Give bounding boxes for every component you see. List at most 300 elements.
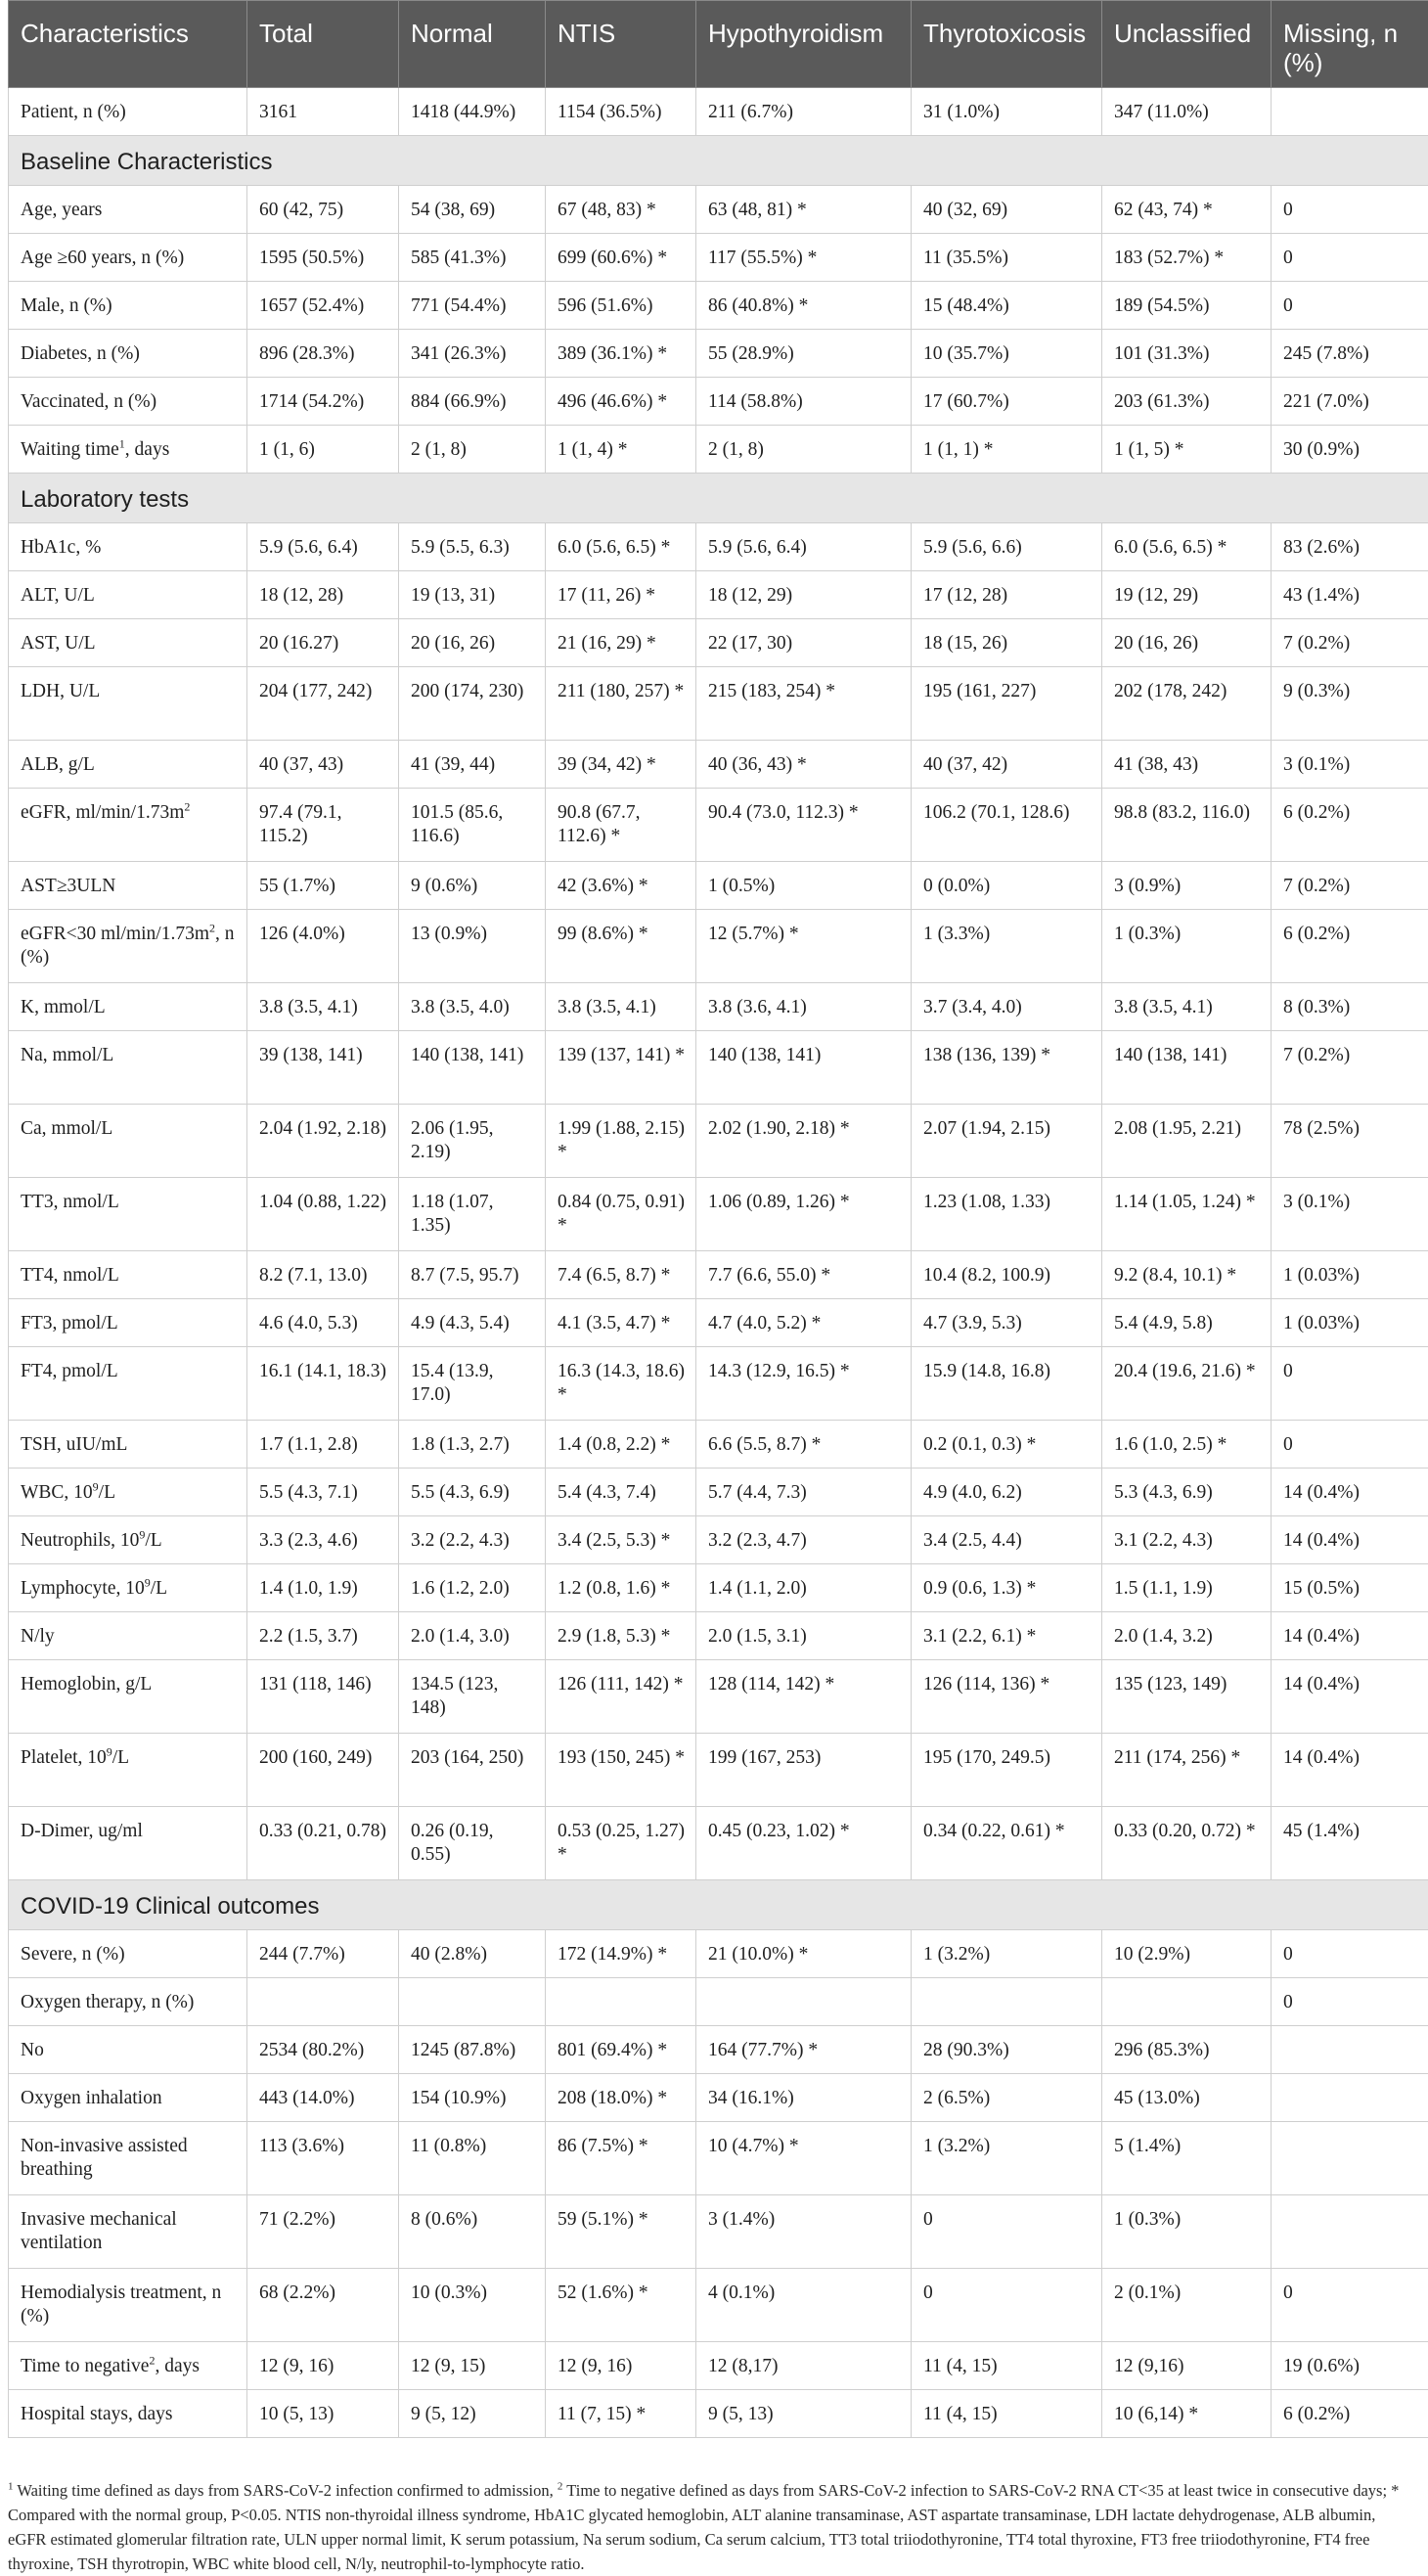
table-cell: 193 (150, 245) * [546, 1734, 696, 1807]
table-cell: 140 (138, 141) [1102, 1031, 1272, 1105]
table-row [9, 1421, 1428, 1469]
row-label: Invasive mechanical ventilation [9, 2195, 247, 2269]
row-label: Oxygen inhalation [9, 2074, 247, 2122]
row-label: Ca, mmol/L [9, 1105, 247, 1178]
table-cell: 39 (34, 42) * [546, 741, 696, 789]
table-cell: 0.26 (0.19, 0.55) [399, 1807, 546, 1880]
table-row [9, 1178, 1428, 1251]
table-row [9, 1612, 1428, 1660]
row-label: Lymphocyte, $10^9/L$ [9, 1564, 247, 1612]
table-cell: 771 (54.4%) [399, 282, 546, 330]
table-cell: 17 (11, 26) * [546, 571, 696, 619]
table-cell: 203 (164, 250) [399, 1734, 546, 1807]
column-header: Thyrotoxicosis [912, 1, 1102, 88]
table-row [9, 667, 1428, 741]
table-cell: 40 (2.8%) [399, 1930, 546, 1978]
table-cell: 106.2 (70.1, 128.6) [912, 789, 1102, 862]
table-row [9, 789, 1428, 862]
table-row [9, 426, 1428, 474]
table-cell: 896 (28.3%) [247, 330, 399, 378]
table-row [9, 619, 1428, 667]
table-cell: 5.9 (5.6, 6.6) [912, 523, 1102, 571]
table-row [9, 910, 1428, 983]
row-label: Platelet, $10^9/L$ [9, 1734, 247, 1807]
table-cell: 10 (4.7%) * [696, 2122, 912, 2195]
table-cell: 585 (41.3%) [399, 234, 546, 282]
table-cell: 9 (0.3%) [1272, 667, 1428, 741]
table-cell: 10 (5, 13) [247, 2390, 399, 2438]
table-cell: 41 (38, 43) [1102, 741, 1272, 789]
table-row [9, 88, 1428, 136]
row-label: Severe, n (%) [9, 1930, 247, 1978]
table-cell: 45 (13.0%) [1102, 2074, 1272, 2122]
table-cell: 135 (123, 149) [1102, 1660, 1272, 1734]
table-row [9, 1807, 1428, 1880]
table-cell: 7 (0.2%) [1272, 619, 1428, 667]
table-cell: 5.3 (4.3, 6.9) [1102, 1469, 1272, 1516]
table-cell: 15 (0.5%) [1272, 1564, 1428, 1612]
table-cell: 154 (10.9%) [399, 2074, 546, 2122]
table-cell: 7.7 (6.6, 55.0) * [696, 1251, 912, 1299]
table-cell: 40 (36, 43) * [696, 741, 912, 789]
row-label: Age, years [9, 186, 247, 234]
table-cell [399, 1978, 546, 2026]
section-label: Baseline Characteristics [9, 136, 1428, 186]
table-cell: 20 (16, 26) [1102, 619, 1272, 667]
table-cell: 86 (7.5%) * [546, 2122, 696, 2195]
table-cell: 215 (183, 254) * [696, 667, 912, 741]
table-cell: 195 (170, 249.5) [912, 1734, 1102, 1807]
table-cell: 78 (2.5%) [1272, 1105, 1428, 1178]
table-cell: 43 (1.4%) [1272, 571, 1428, 619]
table-cell: 189 (54.5%) [1102, 282, 1272, 330]
section-row [9, 136, 1428, 186]
table-cell: 1.04 (0.88, 1.22) [247, 1178, 399, 1251]
table-row [9, 1347, 1428, 1421]
table-cell: 3.8 (3.5, 4.1) [1102, 983, 1272, 1031]
table-cell: 1657 (52.4%) [247, 282, 399, 330]
table-row [9, 1251, 1428, 1299]
table-cell: 1245 (87.8%) [399, 2026, 546, 2074]
table-cell: 3.1 (2.2, 6.1) * [912, 1612, 1102, 1660]
table-cell: 14 (0.4%) [1272, 1516, 1428, 1564]
table-cell: 4.7 (3.9, 5.3) [912, 1299, 1102, 1347]
table-cell: 63 (48, 81) * [696, 186, 912, 234]
table-cell: 3.2 (2.2, 4.3) [399, 1516, 546, 1564]
table-cell: 6 (0.2%) [1272, 910, 1428, 983]
table-cell: 0 [1272, 1421, 1428, 1469]
table-cell: 15.9 (14.8, 16.8) [912, 1347, 1102, 1421]
table-cell: 11 (4, 15) [912, 2390, 1102, 2438]
table-cell: 7.4 (6.5, 8.7) * [546, 1251, 696, 1299]
table-row [9, 1469, 1428, 1516]
table-cell: 54 (38, 69) [399, 186, 546, 234]
table-cell: 2.02 (1.90, 2.18) * [696, 1105, 912, 1178]
table-row [9, 1978, 1428, 2026]
table-cell: 86 (40.8%) * [696, 282, 912, 330]
table-row [9, 983, 1428, 1031]
table-cell: 68 (2.2%) [247, 2269, 399, 2342]
table-row [9, 862, 1428, 910]
table-cell: 1.4 (1.1, 2.0) [696, 1564, 912, 1612]
table-cell [546, 1978, 696, 2026]
table-cell: 5 (1.4%) [1102, 2122, 1272, 2195]
table-cell: 1.2 (0.8, 1.6) * [546, 1564, 696, 1612]
row-label: ALB, g/L [9, 741, 247, 789]
table-cell: 19 (13, 31) [399, 571, 546, 619]
table-cell: 8.2 (7.1, 13.0) [247, 1251, 399, 1299]
table-cell: 2.0 (1.4, 3.0) [399, 1612, 546, 1660]
table-cell: 1 (3.2%) [912, 1930, 1102, 1978]
table-row [9, 2026, 1428, 2074]
table-cell: 3.4 (2.5, 4.4) [912, 1516, 1102, 1564]
row-label: K, mmol/L [9, 983, 247, 1031]
table-cell: 164 (77.7%) * [696, 2026, 912, 2074]
table-cell: 200 (174, 230) [399, 667, 546, 741]
table-cell: 8 (0.3%) [1272, 983, 1428, 1031]
table-cell: 2.06 (1.95, 2.19) [399, 1105, 546, 1178]
row-label: ALT, U/L [9, 571, 247, 619]
table-cell: 0.34 (0.22, 0.61) * [912, 1807, 1102, 1880]
row-label: TSH, uIU/mL [9, 1421, 247, 1469]
table-cell: 45 (1.4%) [1272, 1807, 1428, 1880]
row-label: Oxygen therapy, n (%) [9, 1978, 247, 2026]
table-cell: 6.0 (5.6, 6.5) * [546, 523, 696, 571]
table-cell: 884 (66.9%) [399, 378, 546, 426]
table-cell: 19 (12, 29) [1102, 571, 1272, 619]
section-row [9, 474, 1428, 523]
table-row [9, 1299, 1428, 1347]
table-cell: 131 (118, 146) [247, 1660, 399, 1734]
table-cell: 1714 (54.2%) [247, 378, 399, 426]
table-cell: 126 (114, 136) * [912, 1660, 1102, 1734]
table-cell: 1.23 (1.08, 1.33) [912, 1178, 1102, 1251]
table-cell: 4 (0.1%) [696, 2269, 912, 2342]
table-cell: 5.9 (5.6, 6.4) [247, 523, 399, 571]
row-label: AST, U/L [9, 619, 247, 667]
column-header: Hypothyroidism [696, 1, 912, 88]
table-cell: 5.9 (5.5, 6.3) [399, 523, 546, 571]
table-cell: 11 (35.5%) [912, 234, 1102, 282]
table-cell: 8 (0.6%) [399, 2195, 546, 2269]
table-cell: 41 (39, 44) [399, 741, 546, 789]
table-cell: 17 (12, 28) [912, 571, 1102, 619]
table-cell: 0 [912, 2195, 1102, 2269]
table-cell: 9 (5, 12) [399, 2390, 546, 2438]
table-cell: 0.84 (0.75, 0.91) * [546, 1178, 696, 1251]
table-cell: 1.14 (1.05, 1.24) * [1102, 1178, 1272, 1251]
table-cell: 208 (18.0%) * [546, 2074, 696, 2122]
table-row [9, 571, 1428, 619]
table-cell: 1.99 (1.88, 2.15) * [546, 1105, 696, 1178]
table-cell: 11 (0.8%) [399, 2122, 546, 2195]
table-cell: 699 (60.6%) * [546, 234, 696, 282]
table-row [9, 1734, 1428, 1807]
table-cell: 12 (8,17) [696, 2342, 912, 2390]
table-cell: 10 (6,14) * [1102, 2390, 1272, 2438]
table-cell [912, 1978, 1102, 2026]
table-cell: 55 (28.9%) [696, 330, 912, 378]
table-row [9, 741, 1428, 789]
row-label: Age ≥60 years, n (%) [9, 234, 247, 282]
table-cell: 97.4 (79.1, 115.2) [247, 789, 399, 862]
table-cell: 3.1 (2.2, 4.3) [1102, 1516, 1272, 1564]
table-cell: 2 (1, 8) [399, 426, 546, 474]
table-cell: 12 (9, 16) [247, 2342, 399, 2390]
table-cell: 10 (35.7%) [912, 330, 1102, 378]
table-row [9, 2074, 1428, 2122]
table-cell: 22 (17, 30) [696, 619, 912, 667]
column-header: Missing, n (%) [1272, 1, 1428, 88]
table-cell: 211 (174, 256) * [1102, 1734, 1272, 1807]
table-cell [1272, 2122, 1428, 2195]
table-cell: 211 (180, 257) * [546, 667, 696, 741]
table-cell: 2.04 (1.92, 2.18) [247, 1105, 399, 1178]
table-row [9, 186, 1428, 234]
table-cell: 5.5 (4.3, 6.9) [399, 1469, 546, 1516]
table-cell: 341 (26.3%) [399, 330, 546, 378]
row-label: Vaccinated, n (%) [9, 378, 247, 426]
row-label: No [9, 2026, 247, 2074]
table-cell: 12 (9, 15) [399, 2342, 546, 2390]
table-cell: 90.4 (73.0, 112.3) * [696, 789, 912, 862]
table-cell: 67 (48, 83) * [546, 186, 696, 234]
table-cell: 4.9 (4.3, 5.4) [399, 1299, 546, 1347]
table-cell: 0.33 (0.20, 0.72) * [1102, 1807, 1272, 1880]
table-cell: 1.4 (1.0, 1.9) [247, 1564, 399, 1612]
row-label: Na, mmol/L [9, 1031, 247, 1105]
table-cell: 1.8 (1.3, 2.7) [399, 1421, 546, 1469]
table-row [9, 523, 1428, 571]
table-row [9, 2195, 1428, 2269]
footnote: $^1$ Waiting time defined as days from SARS-CoV-2 infection confirmed to admission, $^2$ Time to negative defined as days from SARS-CoV-2 infection to SARS-CoV-2 RNA CT<35 at least twice in consecutive days; * Compared with the normal group, P<0.05. NTIS non-thyroidal illness syndrome, HbA1C glycated hemoglobin, ALT alanine transaminase, AST aspartate transaminase, LDH lactate dehydrogenase, ALB albumin, eGFR estimated glomerular filtration rate, ULN upper normal limit, K serum potassium, Na serum sodium, Ca serum calcium, TT3 total triiodothyronine, TT4 total thyroxine, FT3 free triiodothyronine, FT4 free thyroxine, TSH thyrotropin, WBC white blood cell, N/ly, neutrophil-to-lymphocyte ratio. [8, 2478, 1416, 2576]
table-cell: 139 (137, 141) * [546, 1031, 696, 1105]
table-cell: 1.7 (1.1, 2.8) [247, 1421, 399, 1469]
table-cell: 15 (48.4%) [912, 282, 1102, 330]
table-cell [1272, 88, 1428, 136]
table-cell: 199 (167, 253) [696, 1734, 912, 1807]
table-cell: 1 (0.03%) [1272, 1251, 1428, 1299]
table-cell: 18 (12, 29) [696, 571, 912, 619]
table-row [9, 2342, 1428, 2390]
table-cell: 15.4 (13.9, 17.0) [399, 1347, 546, 1421]
table-cell: 10 (2.9%) [1102, 1930, 1272, 1978]
table-cell: 71 (2.2%) [247, 2195, 399, 2269]
table-cell: 60 (42, 75) [247, 186, 399, 234]
header-row [9, 1, 1428, 88]
row-label: Time to negative$^2$, days [9, 2342, 247, 2390]
row-label: Hemoglobin, g/L [9, 1660, 247, 1734]
table-cell: 3.4 (2.5, 5.3) * [546, 1516, 696, 1564]
table-cell: 3.8 (3.5, 4.1) [546, 983, 696, 1031]
table-cell: 2 (0.1%) [1102, 2269, 1272, 2342]
table-row [9, 1031, 1428, 1105]
table-cell: 0 [1272, 186, 1428, 234]
table-cell [1272, 2195, 1428, 2269]
table-cell: 1.5 (1.1, 1.9) [1102, 1564, 1272, 1612]
table-cell: 1 (0.3%) [1102, 910, 1272, 983]
row-label: Hemodialysis treatment, n (%) [9, 2269, 247, 2342]
table-cell: 99 (8.6%) * [546, 910, 696, 983]
table-cell: 126 (4.0%) [247, 910, 399, 983]
table-cell: 1.06 (0.89, 1.26) * [696, 1178, 912, 1251]
row-label: Male, n (%) [9, 282, 247, 330]
table-cell: 245 (7.8%) [1272, 330, 1428, 378]
table-cell: 59 (5.1%) * [546, 2195, 696, 2269]
row-label: AST≥3ULN [9, 862, 247, 910]
table-cell [1272, 2026, 1428, 2074]
table-cell: 30 (0.9%) [1272, 426, 1428, 474]
table-cell: 13 (0.9%) [399, 910, 546, 983]
table-cell: 3 (0.1%) [1272, 1178, 1428, 1251]
table-cell: 5.4 (4.9, 5.8) [1102, 1299, 1272, 1347]
section-label: Laboratory tests [9, 474, 1428, 523]
table-cell: 801 (69.4%) * [546, 2026, 696, 2074]
table-cell: 389 (36.1%) * [546, 330, 696, 378]
table-row [9, 2390, 1428, 2438]
table-cell: 21 (10.0%) * [696, 1930, 912, 1978]
table-cell: 203 (61.3%) [1102, 378, 1272, 426]
table-cell: 52 (1.6%) * [546, 2269, 696, 2342]
column-header: Unclassified [1102, 1, 1272, 88]
table-cell: 14 (0.4%) [1272, 1612, 1428, 1660]
table-cell: 0 [1272, 1930, 1428, 1978]
table-cell: 0 [1272, 234, 1428, 282]
table-cell: 1 (1, 1) * [912, 426, 1102, 474]
table-cell: 1595 (50.5%) [247, 234, 399, 282]
table-cell: 40 (37, 43) [247, 741, 399, 789]
table-cell: 20 (16, 26) [399, 619, 546, 667]
table-cell: 0.33 (0.21, 0.78) [247, 1807, 399, 1880]
table-cell: 0 [1272, 2269, 1428, 2342]
row-label: Neutrophils, $10^9/L$ [9, 1516, 247, 1564]
table-cell: 1 (0.5%) [696, 862, 912, 910]
table-cell: 101 (31.3%) [1102, 330, 1272, 378]
table-cell: 28 (90.3%) [912, 2026, 1102, 2074]
table-cell: 4.7 (4.0, 5.2) * [696, 1299, 912, 1347]
table-cell: 596 (51.6%) [546, 282, 696, 330]
row-label: Hospital stays, days [9, 2390, 247, 2438]
row-label: Waiting time$^1$, days [9, 426, 247, 474]
table-body [9, 88, 1428, 2438]
table-cell: 0 [1272, 1978, 1428, 2026]
table-cell: 1.4 (0.8, 2.2) * [546, 1421, 696, 1469]
table-cell: 9.2 (8.4, 10.1) * [1102, 1251, 1272, 1299]
table-cell: 134.5 (123, 148) [399, 1660, 546, 1734]
table-cell: 14 (0.4%) [1272, 1660, 1428, 1734]
table-cell: 347 (11.0%) [1102, 88, 1272, 136]
table-cell: 20.4 (19.6, 21.6) * [1102, 1347, 1272, 1421]
table-cell: 140 (138, 141) [696, 1031, 912, 1105]
table-cell: 8.7 (7.5, 95.7) [399, 1251, 546, 1299]
table-cell: 4.9 (4.0, 6.2) [912, 1469, 1102, 1516]
table-cell: 1 (1, 5) * [1102, 426, 1272, 474]
table-cell: 21 (16, 29) * [546, 619, 696, 667]
table-cell: 3.8 (3.5, 4.1) [247, 983, 399, 1031]
row-label: LDH, U/L [9, 667, 247, 741]
table-cell: 1 (3.2%) [912, 2122, 1102, 2195]
table-row [9, 1105, 1428, 1178]
table-cell: 0 (0.0%) [912, 862, 1102, 910]
table-cell: 40 (32, 69) [912, 186, 1102, 234]
table-cell: 4.1 (3.5, 4.7) * [546, 1299, 696, 1347]
table-cell: 90.8 (67.7, 112.6) * [546, 789, 696, 862]
table-cell: 2 (6.5%) [912, 2074, 1102, 2122]
table-cell: 18 (12, 28) [247, 571, 399, 619]
table-cell: 296 (85.3%) [1102, 2026, 1272, 2074]
table-cell: 2534 (80.2%) [247, 2026, 399, 2074]
table-cell: 5.7 (4.4, 7.3) [696, 1469, 912, 1516]
table-cell [1102, 1978, 1272, 2026]
table-cell: 172 (14.9%) * [546, 1930, 696, 1978]
table-row [9, 2122, 1428, 2195]
table-cell: 2.07 (1.94, 2.15) [912, 1105, 1102, 1178]
table-cell: 3 (0.1%) [1272, 741, 1428, 789]
table-cell: 20 (16.27) [247, 619, 399, 667]
section-row [9, 1880, 1428, 1930]
table-cell: 1 (3.3%) [912, 910, 1102, 983]
table-cell: 2.2 (1.5, 3.7) [247, 1612, 399, 1660]
table-row [9, 234, 1428, 282]
table-cell: 113 (3.6%) [247, 2122, 399, 2195]
table-cell: 6.6 (5.5, 8.7) * [696, 1421, 912, 1469]
table-row [9, 330, 1428, 378]
table-cell: 1 (0.03%) [1272, 1299, 1428, 1347]
table-cell: 5.4 (4.3, 7.4) [546, 1469, 696, 1516]
row-label: eGFR, $ml/\min/1.73m^2$ [9, 789, 247, 862]
table-cell: 114 (58.8%) [696, 378, 912, 426]
table-cell: 1 (1, 6) [247, 426, 399, 474]
table-cell: 3161 [247, 88, 399, 136]
table-cell: 16.3 (14.3, 18.6) * [546, 1347, 696, 1421]
table-cell: 12 (5.7%) * [696, 910, 912, 983]
table-cell: 0 [1272, 1347, 1428, 1421]
section-label: COVID-19 Clinical outcomes [9, 1880, 1428, 1930]
table-cell: 1.6 (1.0, 2.5) * [1102, 1421, 1272, 1469]
table-cell: 5.5 (4.3, 7.1) [247, 1469, 399, 1516]
table-cell: 140 (138, 141) [399, 1031, 546, 1105]
table-cell: 101.5 (85.6, 116.6) [399, 789, 546, 862]
table-cell: 2.0 (1.5, 3.1) [696, 1612, 912, 1660]
row-label: TT3, nmol/L [9, 1178, 247, 1251]
table-row [9, 1564, 1428, 1612]
table-cell: 2 (1, 8) [696, 426, 912, 474]
table-cell [696, 1978, 912, 2026]
row-label: D-Dimer, ug/ml [9, 1807, 247, 1880]
table-cell: 3 (0.9%) [1102, 862, 1272, 910]
table-cell: 0 [1272, 282, 1428, 330]
table-cell: 1418 (44.9%) [399, 88, 546, 136]
table-row [9, 1660, 1428, 1734]
table-cell: 3.8 (3.5, 4.0) [399, 983, 546, 1031]
table-cell: 6 (0.2%) [1272, 789, 1428, 862]
row-label: WBC, $10^9/L$ [9, 1469, 247, 1516]
column-header: NTIS [546, 1, 696, 88]
table-row [9, 282, 1428, 330]
table-cell: 14 (0.4%) [1272, 1734, 1428, 1807]
table-cell: 16.1 (14.1, 18.3) [247, 1347, 399, 1421]
table-cell: 12 (9, 16) [546, 2342, 696, 2390]
table-cell: 40 (37, 42) [912, 741, 1102, 789]
table-cell: 12 (9,16) [1102, 2342, 1272, 2390]
table-cell: 117 (55.5%) * [696, 234, 912, 282]
table-row [9, 2269, 1428, 2342]
table-cell: 11 (7, 15) * [546, 2390, 696, 2438]
table-cell: 1 (0.3%) [1102, 2195, 1272, 2269]
table-cell: 3.7 (3.4, 4.0) [912, 983, 1102, 1031]
table-cell: 3.2 (2.3, 4.7) [696, 1516, 912, 1564]
table-cell: 9 (0.6%) [399, 862, 546, 910]
